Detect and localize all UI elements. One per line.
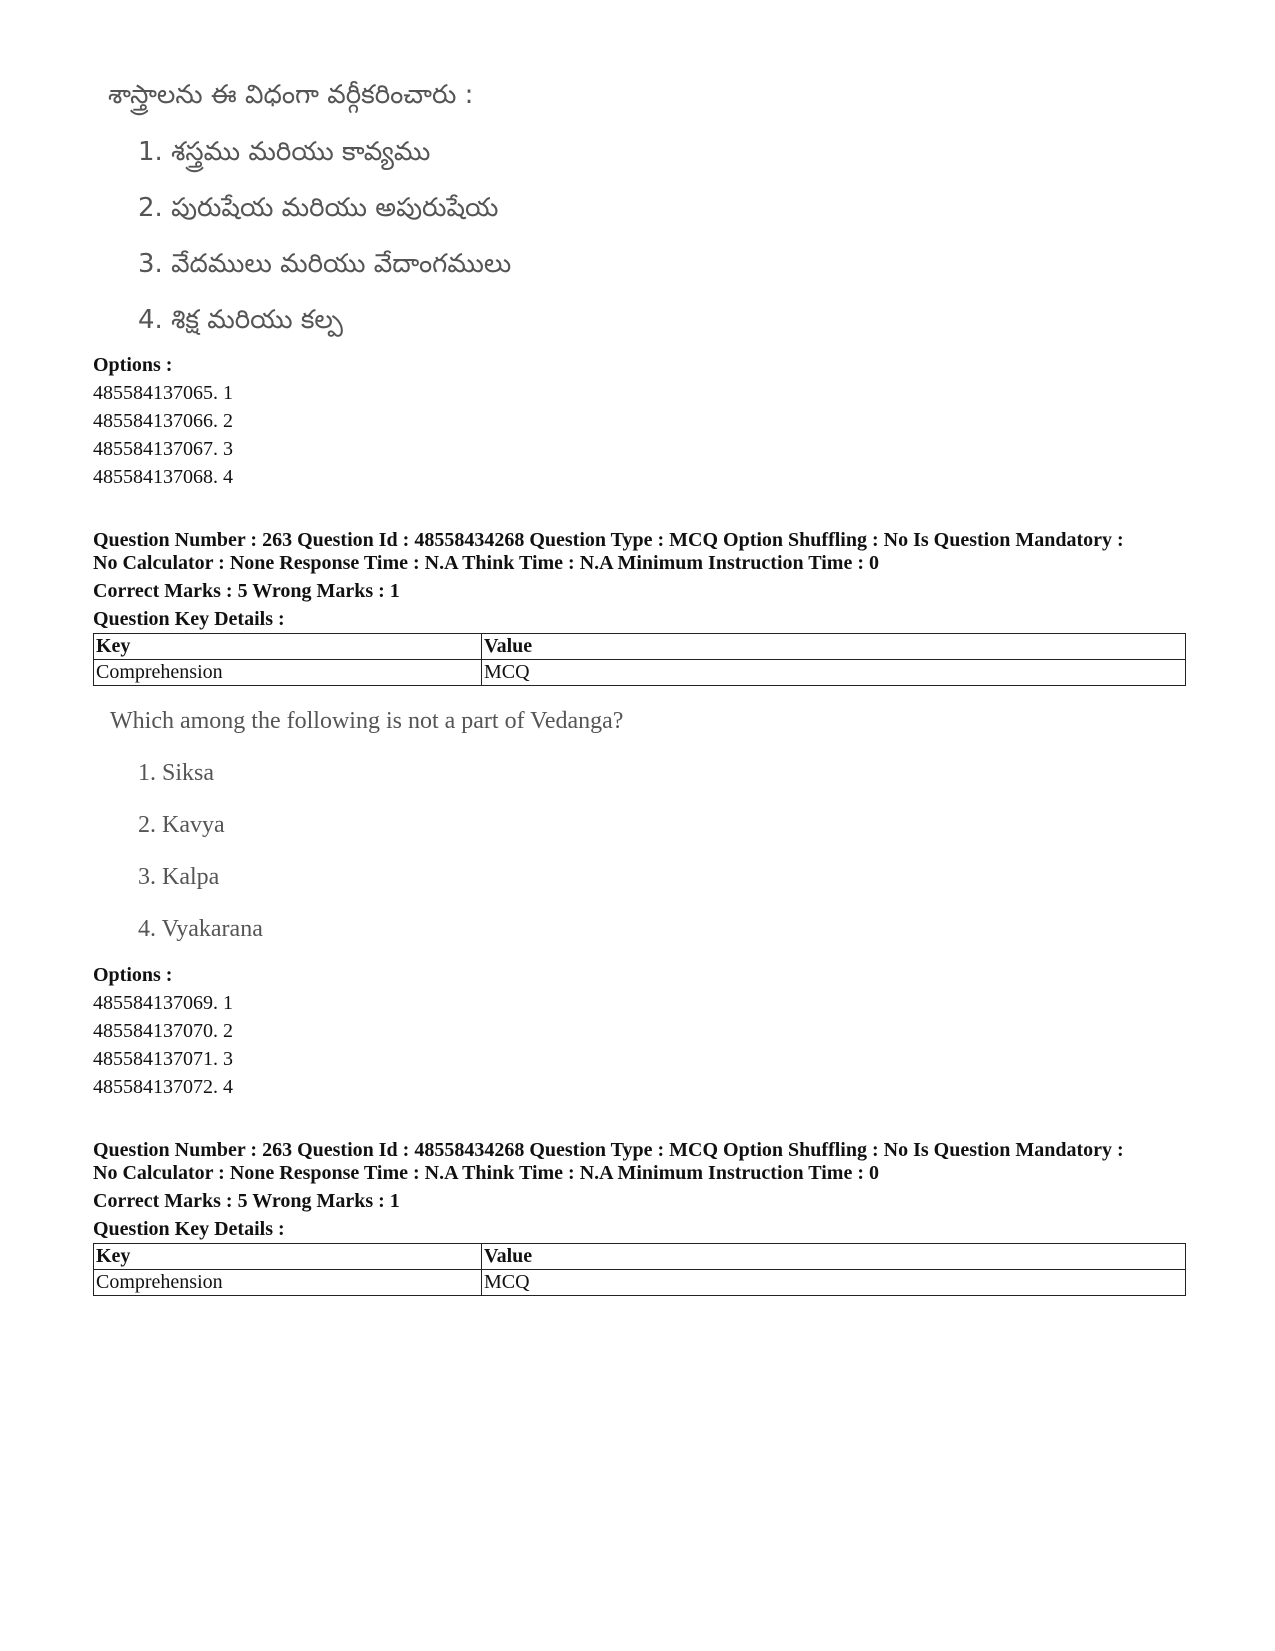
table-cell: MCQ bbox=[482, 1270, 1186, 1296]
question-info-line: Question Number : 263 Question Id : 48558434268 Question Type : MCQ Option Shuffling : No Is Question Mandatory : bbox=[93, 1139, 1124, 1161]
question-choice: 4. Vyakarana bbox=[138, 916, 263, 942]
question-choice: 2. Kavya bbox=[138, 812, 225, 838]
table-row bbox=[94, 660, 1186, 686]
marks-line: Correct Marks : 5 Wrong Marks : 1 bbox=[93, 580, 400, 602]
question-choice: 2. పురుషేయ మరియు అపురుషేయ bbox=[138, 193, 499, 223]
option-item: 485584137069. 1 bbox=[93, 992, 233, 1014]
key-details-label: Question Key Details : bbox=[93, 1218, 285, 1240]
question-choice: 3. Kalpa bbox=[138, 864, 220, 890]
option-item: 485584137072. 4 bbox=[93, 1076, 233, 1098]
question-choice: 1. శస్త్రము మరియు కావ్యము bbox=[138, 137, 431, 167]
table-row bbox=[94, 1270, 1186, 1296]
table-cell: Comprehension bbox=[94, 1270, 482, 1296]
table-header-cell: Value bbox=[482, 634, 1186, 660]
table-cell: Comprehension bbox=[94, 660, 482, 686]
question-info-line: Question Number : 263 Question Id : 48558434268 Question Type : MCQ Option Shuffling : No Is Question Mandatory : bbox=[93, 529, 1124, 551]
question-choice: 4. శిక్ష మరియు కల్ప bbox=[138, 305, 343, 335]
options-label: Options : bbox=[93, 964, 173, 986]
question-heading: Which among the following is not a part of Vedanga? bbox=[110, 708, 624, 734]
table-header-cell: Value bbox=[482, 1244, 1186, 1270]
option-item: 485584137065. 1 bbox=[93, 382, 233, 404]
table-header-cell: Key bbox=[94, 1244, 482, 1270]
options-label: Options : bbox=[93, 354, 173, 376]
table-cell: MCQ bbox=[482, 660, 1186, 686]
question-info-line: No Calculator : None Response Time : N.A Think Time : N.A Minimum Instruction Time : 0 bbox=[93, 552, 879, 574]
question-choice: 3. వేదములు మరియు వేదాంగములు bbox=[138, 249, 512, 279]
key-details-label: Question Key Details : bbox=[93, 608, 285, 630]
option-item: 485584137070. 2 bbox=[93, 1020, 233, 1042]
key-details-table bbox=[93, 1243, 1186, 1296]
option-item: 485584137066. 2 bbox=[93, 410, 233, 432]
question-heading: శాస్త్రాలను ఈ విధంగా వర్గీకరించారు : bbox=[108, 80, 474, 110]
question-choice: 1. Siksa bbox=[138, 760, 215, 786]
table-header-row bbox=[94, 1244, 1186, 1270]
question-info-line: No Calculator : None Response Time : N.A Think Time : N.A Minimum Instruction Time : 0 bbox=[93, 1162, 879, 1184]
table-header-row bbox=[94, 634, 1186, 660]
marks-line: Correct Marks : 5 Wrong Marks : 1 bbox=[93, 1190, 400, 1212]
option-item: 485584137068. 4 bbox=[93, 466, 233, 488]
option-item: 485584137071. 3 bbox=[93, 1048, 233, 1070]
key-details-table bbox=[93, 633, 1186, 686]
option-item: 485584137067. 3 bbox=[93, 438, 233, 460]
table-header-cell: Key bbox=[94, 634, 482, 660]
